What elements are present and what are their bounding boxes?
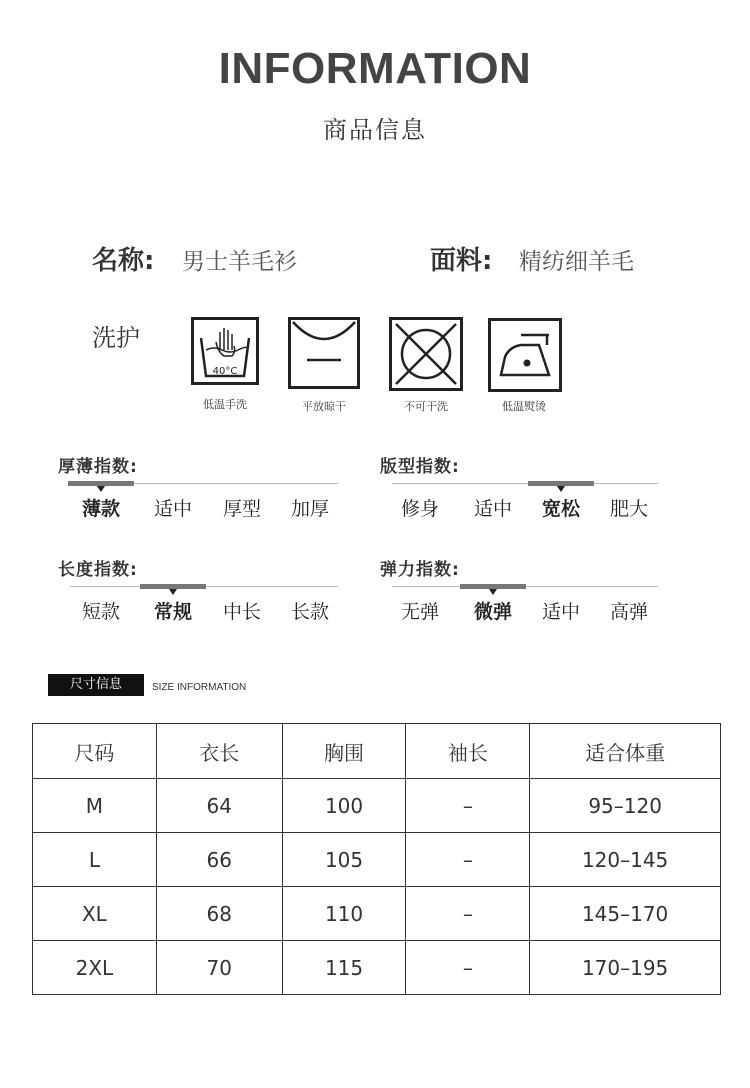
length-index-option: 常规 [153,601,192,623]
cell-sleeve: – [406,833,530,887]
elasticity-index-option: 无弹 [400,601,439,623]
cell-weight: 120–145 [530,833,721,887]
cell-size: M [33,779,157,833]
table-row [33,941,721,995]
page-subtitle: 商品信息 [323,116,427,144]
size-subtitle: SIZE INFORMATION [152,682,247,693]
header-weight: 适合体重 [530,724,721,779]
fit-index-option: 肥大 [609,498,648,520]
fit-index-track [392,483,658,484]
care-caption-hand-wash: 低温手洗 [203,398,247,411]
caret-down-icon [489,589,497,595]
thickness-index-option: 加厚 [290,498,329,520]
care-label: 洗护 [92,324,140,352]
cell-chest: 105 [282,833,406,887]
cell-sleeve: – [406,941,530,995]
cell-length: 70 [156,941,282,995]
care-caption-no-dry-clean: 不可干洗 [404,400,448,413]
size-table-header [33,724,721,779]
elasticity-index-option: 微弹 [473,601,512,623]
cell-weight: 95–120 [530,779,721,833]
length-index-option: 中长 [222,601,261,623]
table-row [33,887,721,941]
length-index-title: 长度指数: [58,560,138,580]
thickness-index-title: 厚薄指数: [58,457,138,477]
elasticity-index-title: 弹力指数: [380,560,460,580]
no-dry-clean-icon [389,317,463,391]
fabric-value: 精纺细羊毛 [519,249,634,275]
cell-length: 64 [156,779,282,833]
fit-index-option: 修身 [400,498,439,520]
cell-weight: 145–170 [530,887,721,941]
size-tag: 尺寸信息 [48,674,144,696]
cell-sleeve: – [406,887,530,941]
cell-size: 2XL [33,941,157,995]
cell-length: 68 [156,887,282,941]
thickness-index-option: 薄款 [81,498,120,520]
length-index-option: 短款 [81,601,120,623]
fit-index-title: 版型指数: [380,457,460,477]
table-row [33,833,721,887]
care-caption-flat-dry: 平放晾干 [302,400,346,413]
header-chest: 胸围 [282,724,406,779]
page-title: INFORMATION [218,44,532,93]
cell-size: XL [33,887,157,941]
cell-size: L [33,833,157,887]
header-size: 尺码 [33,724,157,779]
fit-index-option: 宽松 [541,498,580,520]
size-table [32,723,721,995]
header-length: 衣长 [156,724,282,779]
caret-down-icon [97,486,105,492]
cell-sleeve: – [406,779,530,833]
header-sleeve: 袖长 [406,724,530,779]
length-index-option: 长款 [290,601,329,623]
elasticity-index-option: 高弹 [609,601,648,623]
care-caption-low-iron: 低温熨烫 [502,400,546,413]
fit-index-option: 适中 [473,498,512,520]
caret-down-icon [557,486,565,492]
low-iron-icon [488,318,562,392]
name-value: 男士羊毛衫 [182,249,297,275]
fabric-label: 面料: [430,246,493,276]
flat-dry-icon [288,317,360,389]
elasticity-index-option: 适中 [541,601,580,623]
name-label: 名称: [92,246,155,276]
cell-weight: 170–195 [530,941,721,995]
cell-chest: 110 [282,887,406,941]
cell-chest: 100 [282,779,406,833]
thickness-index-option: 厚型 [222,498,261,520]
cell-length: 66 [156,833,282,887]
cell-chest: 115 [282,941,406,995]
thickness-index-option: 适中 [153,498,192,520]
wash-temperature: 40°C [212,366,238,377]
caret-down-icon [169,589,177,595]
table-row [33,779,721,833]
